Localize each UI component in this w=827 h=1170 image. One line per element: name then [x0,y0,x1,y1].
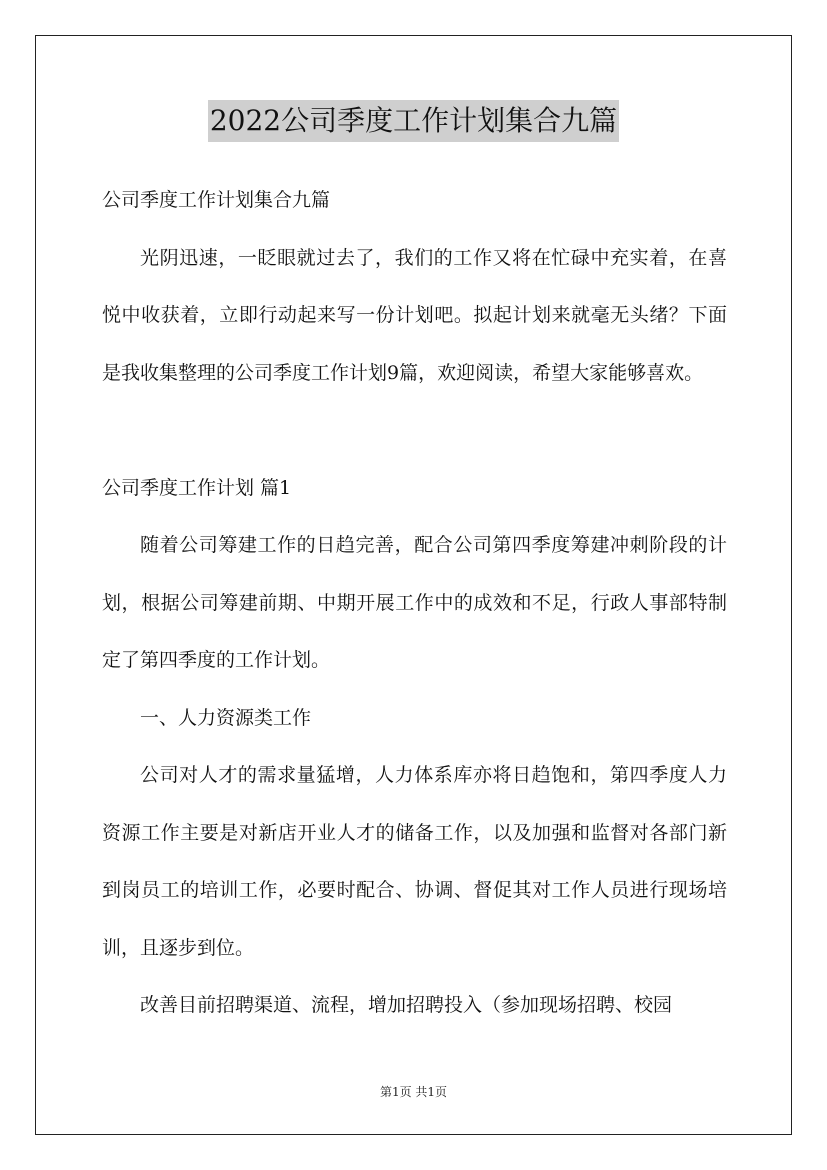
paragraph-1: 随着公司筹建工作的日趋完善，配合公司第四季度筹建冲刺阶段的计划，根据公司筹建前期、中期开展工作中的成效和不足，行政人事部特制定了第四季度的工作计划。 [102,534,727,671]
paragraph-2: 公司对人才的需求量猛增，人力体系库亦将日趋饱和，第四季度人力资源工作主要是对新店开业人才的储备工作，以及加强和监督对各部门新到岗员工的培训工作，必要时配合、协调、督促其对工作人员进行现场培训，且逐步到位。 [102,764,727,959]
document-body [102,172,727,1035]
subtitle: 公司季度工作计划集合九篇 [102,189,331,211]
paragraph-3: 改善目前招聘渠道、流程，增加招聘投入（参加现场招聘、校园 [140,994,673,1016]
title-wrap [0,100,827,142]
spacer [102,402,727,460]
section-heading: 公司季度工作计划 篇1 [102,476,292,499]
document-title: 2022公司季度工作计划集合九篇 [208,100,619,142]
intro-paragraph: 光阴迅速，一眨眼就过去了，我们的工作又将在忙碌中充实着，在喜悦中收获着，立即行动起来写一份计划吧。拟起计划来就毫无头绪？下面是我收集整理的公司季度工作计划9篇，欢迎阅读，希望大家能够喜欢。 [102,246,727,384]
page-footer: 第1页 共1页 [379,1085,448,1099]
item-heading: 一、人力资源类工作 [140,706,312,729]
